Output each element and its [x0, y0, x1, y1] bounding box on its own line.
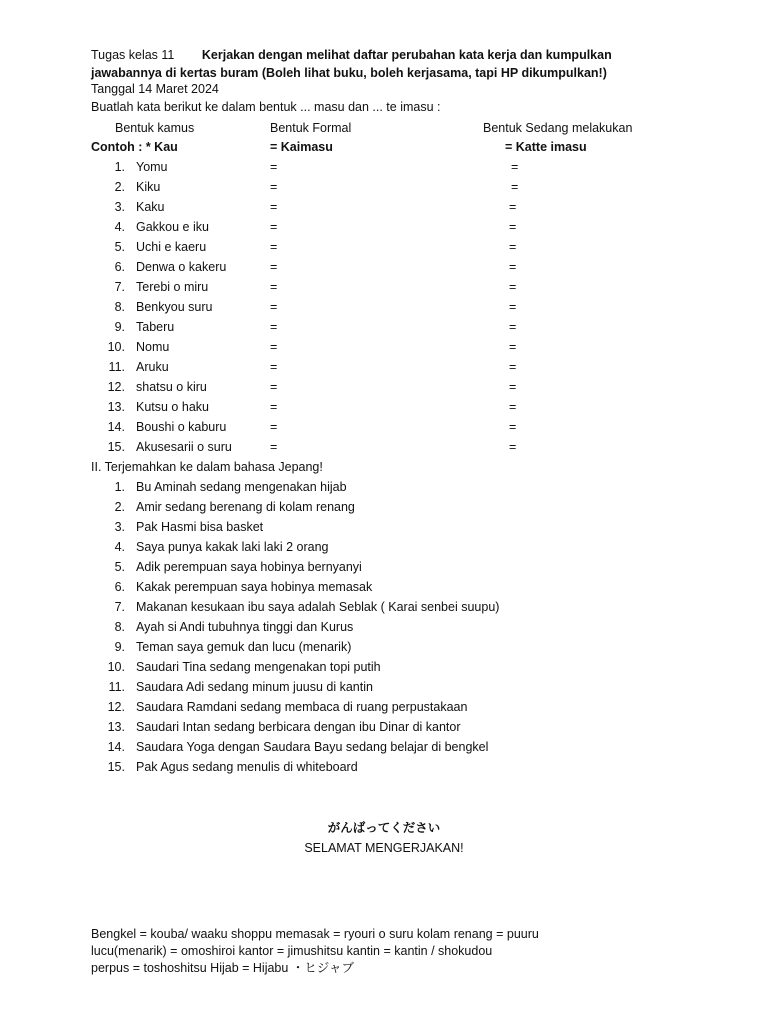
progressive-answer-blank: =	[509, 280, 517, 294]
verb-item-word: Gakkou e iku	[136, 220, 209, 234]
verb-item-word: Taberu	[136, 320, 175, 334]
verb-item-number: 4.	[114, 220, 125, 234]
translation-item-text: Pak Agus sedang menulis di whiteboard	[136, 760, 358, 774]
verb-item-word: Kiku	[136, 180, 161, 194]
vocab-line-1: Bengkel = kouba/ waaku shoppu memasak = ryouri o suru kolam renang = puuru	[91, 927, 539, 941]
translation-item-number: 5.	[114, 560, 125, 574]
example-progressive: = Katte imasu	[505, 140, 587, 154]
translation-item-text: Ayah si Andi tubuhnya tinggi dan Kurus	[136, 620, 354, 634]
verb-item-number: 11.	[108, 360, 125, 374]
progressive-answer-blank: =	[509, 420, 517, 434]
class-label: Tugas kelas 11	[91, 48, 175, 62]
formal-answer-blank: =	[270, 180, 278, 194]
translation-item-text: Teman saya gemuk dan lucu (menarik)	[136, 640, 352, 654]
verb-item-number: 14.	[107, 420, 125, 434]
formal-answer-blank: =	[270, 160, 278, 174]
formal-answer-blank: =	[270, 440, 278, 454]
formal-answer-blank: =	[270, 200, 278, 214]
translation-item-number: 7.	[114, 600, 125, 614]
progressive-answer-blank: =	[511, 180, 519, 194]
translation-item-number: 1.	[114, 480, 125, 494]
translation-item-number: 10.	[107, 660, 125, 674]
verb-item-word: Benkyou suru	[136, 300, 213, 314]
progressive-answer-blank: =	[509, 260, 517, 274]
translation-item-text: Makanan kesukaan ibu saya adalah Seblak ( Karai senbei suupu)	[136, 600, 500, 614]
progressive-answer-blank: =	[509, 360, 517, 374]
translation-item-text: Bu Aminah sedang mengenakan hijab	[136, 480, 347, 494]
verb-item-word: shatsu o kiru	[136, 380, 207, 394]
translation-item-text: Amir sedang berenang di kolam renang	[136, 500, 355, 514]
japanese-closing: がんばってください	[327, 821, 441, 835]
section1-instruction: Buatlah kata berikut ke dalam bentuk ... masu dan ... te imasu :	[91, 100, 441, 114]
verb-item-number: 6.	[114, 260, 125, 274]
formal-answer-blank: =	[270, 280, 278, 294]
verb-item-word: Terebi o miru	[136, 280, 209, 294]
progressive-answer-blank: =	[509, 400, 517, 414]
section2-heading: II. Terjemahkan ke dalam bahasa Jepang!	[91, 460, 323, 474]
formal-answer-blank: =	[270, 300, 278, 314]
progressive-answer-blank: =	[509, 240, 517, 254]
verb-item-word: Yomu	[136, 160, 168, 174]
progressive-answer-blank: =	[509, 200, 517, 214]
vocab-line-3: perpus = toshoshitsu Hijab = Hijabu ・ヒジャブ	[91, 961, 355, 975]
translation-item-text: Saudari Intan sedang berbicara dengan ibu Dinar di kantor	[136, 720, 461, 734]
verb-item-number: 2.	[114, 180, 125, 194]
progressive-answer-blank: =	[509, 440, 517, 454]
formal-answer-blank: =	[270, 380, 278, 394]
verb-item-number: 12.	[107, 380, 125, 394]
verb-item-word: Aruku	[136, 360, 169, 374]
translation-item-number: 13.	[107, 720, 125, 734]
task-instruction: Kerjakan dengan melihat daftar perubahan kata kerja dan kumpulkan	[201, 48, 612, 62]
translation-item-number: 9.	[114, 640, 125, 654]
verb-item-word: Denwa o kakeru	[136, 260, 227, 274]
formal-answer-blank: =	[270, 420, 278, 434]
translation-item-number: 14.	[107, 740, 125, 754]
verb-item-number: 1.	[114, 160, 125, 174]
translation-item-text: Saya punya kakak laki laki 2 orang	[136, 540, 329, 554]
verb-item-number: 10.	[107, 340, 125, 354]
date-line: Tanggal 14 Maret 2024	[91, 82, 219, 96]
verb-item-number: 8.	[114, 300, 125, 314]
col-header-kamus: Bentuk kamus	[115, 121, 195, 135]
verb-item-word: Akusesarii o suru	[136, 440, 232, 454]
verb-item-word: Boushi o kaburu	[136, 420, 227, 434]
translation-item-number: 6.	[114, 580, 125, 594]
example-formal: = Kaimasu	[270, 140, 333, 154]
translation-item-text: Saudara Yoga dengan Saudara Bayu sedang belajar di bengkel	[136, 740, 489, 754]
translation-item-number: 2.	[114, 500, 125, 514]
vocab-line-2: lucu(menarik) = omoshiroi kantor = jimushitsu kantin = kantin / shokudou	[91, 944, 493, 958]
progressive-answer-blank: =	[509, 300, 517, 314]
progressive-answer-blank: =	[509, 320, 517, 334]
verb-item-number: 9.	[114, 320, 125, 334]
verb-item-word: Kaku	[136, 200, 165, 214]
translation-item-number: 12.	[107, 700, 125, 714]
verb-item-number: 7.	[114, 280, 125, 294]
closing-message: SELAMAT MENGERJAKAN!	[304, 841, 464, 855]
verb-item-number: 3.	[114, 200, 125, 214]
formal-answer-blank: =	[270, 220, 278, 234]
translation-item-number: 8.	[114, 620, 125, 634]
verb-item-word: Kutsu o haku	[136, 400, 209, 414]
translation-item-number: 3.	[114, 520, 125, 534]
progressive-answer-blank: =	[509, 340, 517, 354]
translation-item-text: Saudara Adi sedang minum juusu di kantin	[136, 680, 373, 694]
verb-item-word: Nomu	[136, 340, 170, 354]
translation-item-text: Pak Hasmi bisa basket	[136, 520, 264, 534]
header-line-1	[91, 48, 612, 63]
col-header-formal: Bentuk Formal	[270, 121, 352, 135]
progressive-answer-blank: =	[511, 160, 519, 174]
formal-answer-blank: =	[270, 240, 278, 254]
translation-item-number: 15.	[107, 760, 125, 774]
verb-item-word: Uchi e kaeru	[136, 240, 207, 254]
verb-item-number: 15.	[107, 440, 125, 454]
example-label: Contoh : * Kau	[91, 140, 178, 154]
formal-answer-blank: =	[270, 360, 278, 374]
progressive-answer-blank: =	[509, 380, 517, 394]
progressive-answer-blank: =	[509, 220, 517, 234]
verb-item-number: 13.	[107, 400, 125, 414]
task-instruction-cont: jawabannya di kertas buram (Boleh lihat buku, boleh kerjasama, tapi HP dikumpulkan!)	[91, 66, 607, 80]
verb-item-number: 5.	[114, 240, 125, 254]
translation-item-number: 11.	[108, 680, 125, 694]
translation-item-text: Kakak perempuan saya hobinya memasak	[136, 580, 373, 594]
translation-item-text: Adik perempuan saya hobinya bernyanyi	[136, 560, 362, 574]
formal-answer-blank: =	[270, 260, 278, 274]
formal-answer-blank: =	[270, 320, 278, 334]
col-header-progressive: Bentuk Sedang melakukan	[483, 121, 633, 135]
translation-item-text: Saudari Tina sedang mengenakan topi putih	[136, 660, 381, 674]
formal-answer-blank: =	[270, 340, 278, 354]
translation-item-text: Saudara Ramdani sedang membaca di ruang perpustakaan	[136, 700, 468, 714]
translation-item-number: 4.	[114, 540, 125, 554]
formal-answer-blank: =	[270, 400, 278, 414]
